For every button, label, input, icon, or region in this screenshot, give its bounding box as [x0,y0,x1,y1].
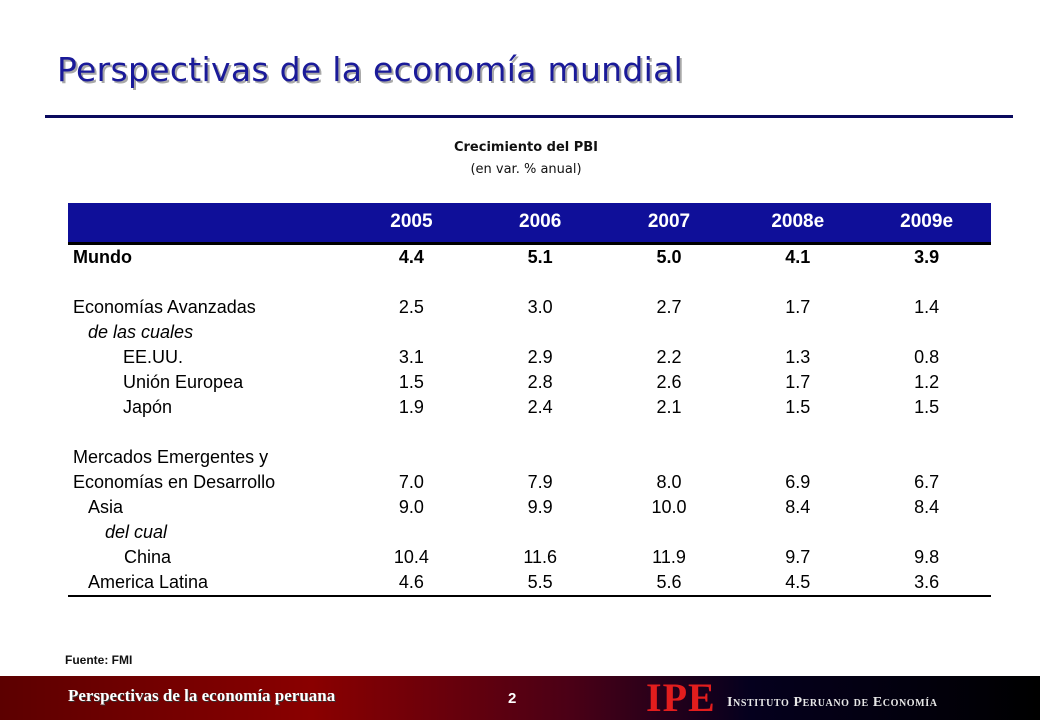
cell-value: 5.6 [605,570,734,596]
cell-value [862,420,991,445]
row-label: EE.UU. [123,346,184,367]
header-year: 2008e [733,203,862,243]
cell-value [862,270,991,295]
row-label [68,270,347,295]
spacer-row [68,270,991,295]
cell-value: 6.7 [914,471,940,492]
footer-presentation-title: Perspectivas de la economía peruana [68,686,336,705]
cell-value: 4.4 [398,246,424,267]
cell-value: 4.6 [347,570,476,596]
cell-value: 7.0 [398,471,424,492]
cell-value [347,420,476,445]
cell-value: 9.8 [914,546,940,567]
header-row [68,203,991,243]
row-label [68,420,347,445]
title-divider [45,115,1013,118]
cell-value [862,320,991,345]
cell-value: 1.5 [398,371,424,392]
row-label: Economías en Desarrollo [73,471,276,492]
table-row [68,395,991,420]
cell-value: 2.2 [656,346,682,367]
row-label: America Latina [68,570,347,596]
cell-value [476,445,605,470]
cell-value: 3.6 [862,570,991,596]
cell-value: 8.4 [914,496,940,517]
cell-value: 0.8 [914,346,940,367]
cell-value [605,520,734,545]
cell-value: 5.0 [656,246,682,267]
institute-name: Instituto Peruano de Economía [727,695,938,710]
table-row [68,520,991,545]
cell-value: 1.9 [398,396,424,417]
cell-value [476,270,605,295]
cell-value [347,320,476,345]
row-label: China [124,546,172,567]
row-label: Mercados Emergentes y [73,446,269,467]
cell-value: 11.9 [652,546,686,567]
cell-value: 10.0 [651,496,687,517]
cell-value [605,420,734,445]
table-row [68,345,991,370]
cell-value [476,520,605,545]
cell-value [862,445,991,470]
cell-value [862,520,991,545]
cell-value: 2.4 [527,396,553,417]
ipe-logo: IPE [646,675,716,720]
cell-value: 3.1 [398,346,424,367]
cell-value: 2.6 [656,371,682,392]
cell-value [733,320,862,345]
cell-value: 5.5 [476,570,605,596]
cell-value: 10.4 [393,546,429,567]
cell-value [476,420,605,445]
cell-value: 4.5 [733,570,862,596]
cell-value: 1.5 [785,396,811,417]
cell-value: 9.9 [527,496,553,517]
cell-value: 5.1 [527,246,553,267]
row-label: Japón [123,396,173,417]
cell-value [347,520,476,545]
table-row [68,495,991,520]
row-label: Mundo [73,246,132,267]
cell-value: 2.5 [398,296,424,317]
cell-value [347,270,476,295]
row-label: Asia [88,496,124,517]
cell-value [733,420,862,445]
table-row [68,320,991,345]
cell-value: 3.0 [527,296,553,317]
cell-value [733,445,862,470]
table-row [68,295,991,320]
cell-value: 1.3 [785,346,811,367]
cell-value [733,520,862,545]
cell-value: 9.0 [398,496,424,517]
cell-value: 7.9 [527,471,553,492]
cell-value [476,320,605,345]
cell-value: 9.7 [785,546,811,567]
footer-bar [0,676,1040,720]
cell-value: 2.1 [656,396,682,417]
header-year: 2006 [476,203,605,243]
table-subtitle: (en var. % anual) [470,162,582,177]
cell-value: 1.7 [785,371,811,392]
header-year: 2005 [347,203,476,243]
cell-value: 2.7 [656,296,682,317]
table-row [68,470,991,495]
cell-value: 2.8 [527,371,553,392]
header-year: 2009e [862,203,991,243]
cell-value [605,445,734,470]
spacer-row [68,420,991,445]
cell-value: 11.6 [523,546,558,567]
header-label [68,203,347,243]
row-label: Economías Avanzadas [73,296,256,317]
header-year: 2007 [605,203,734,243]
table-row [68,445,991,470]
table-row [68,370,991,395]
gdp-growth-table [68,203,991,597]
cell-value: 1.2 [914,371,940,392]
page-number: 2 [508,690,517,707]
cell-value: 8.4 [785,496,811,517]
table-row [68,545,991,570]
cell-value: 3.9 [914,246,940,267]
cell-value: 8.0 [656,471,682,492]
row-label: del cual [105,521,168,542]
slide-title: Perspectivas de la economía mundial [57,50,684,89]
cell-value: 2.9 [527,346,553,367]
cell-value [347,445,476,470]
row-label: de las cuales [88,321,194,342]
table-row [68,570,991,596]
cell-value [605,320,734,345]
cell-value [733,270,862,295]
cell-value: 1.5 [914,396,940,417]
cell-value [605,270,734,295]
source-note: Fuente: FMI [65,653,133,667]
cell-value: 6.9 [785,471,811,492]
row-label: Unión Europea [123,371,244,392]
cell-value: 1.4 [914,296,940,317]
table-row [68,243,991,270]
cell-value: 4.1 [785,246,811,267]
cell-value: 1.7 [785,296,811,317]
table-title: Crecimiento del PBI [453,140,599,155]
